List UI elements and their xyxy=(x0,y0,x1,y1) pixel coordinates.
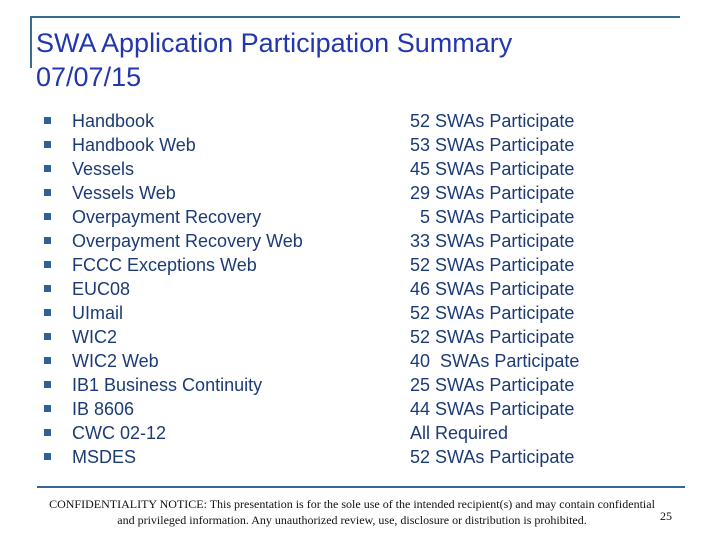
list-item xyxy=(0,277,720,301)
bullet-square-icon xyxy=(44,261,51,268)
participation-count: 44 SWAs Participate xyxy=(410,399,575,419)
footer-rule xyxy=(37,486,685,488)
bullet-square-icon xyxy=(44,357,51,364)
list-item xyxy=(0,109,720,133)
bullet-square-icon xyxy=(44,429,51,436)
list-item xyxy=(0,157,720,181)
list-item xyxy=(0,229,720,253)
bullet-square-icon xyxy=(44,117,51,124)
confidentiality-notice xyxy=(48,496,656,528)
list-item xyxy=(0,301,720,325)
application-name: IB 8606 xyxy=(72,399,135,419)
list-item xyxy=(0,181,720,205)
slide-title-line1: SWA Application Participation Summary xyxy=(36,28,513,58)
participation-count: 52 SWAs Participate xyxy=(410,303,575,323)
application-name: FCCC Exceptions Web xyxy=(72,255,257,275)
list-item xyxy=(0,421,720,445)
confidentiality-notice-line2: and privileged information. Any unauthorized review, use, disclosure or distribution is prohibited. xyxy=(117,513,587,527)
slide-title-line2: 07/07/15 xyxy=(36,62,142,92)
application-name: UImail xyxy=(72,303,124,323)
slide-title xyxy=(36,26,676,94)
bullet-square-icon xyxy=(44,309,51,316)
list-item xyxy=(0,253,720,277)
participation-count: 33 SWAs Participate xyxy=(410,231,575,251)
bullet-square-icon xyxy=(44,189,51,196)
list-item xyxy=(0,205,720,229)
participation-count: 40 SWAs Participate xyxy=(410,351,580,371)
bullet-square-icon xyxy=(44,381,51,388)
participation-count: 5 SWAs Participate xyxy=(410,207,575,227)
bullet-square-icon xyxy=(44,333,51,340)
list-item xyxy=(0,373,720,397)
participation-count: 45 SWAs Participate xyxy=(410,159,575,179)
participation-count: 52 SWAs Participate xyxy=(410,327,575,347)
bullet-square-icon xyxy=(44,453,51,460)
application-name: WIC2 Web xyxy=(72,351,159,371)
participation-count: 25 SWAs Participate xyxy=(410,375,575,395)
participation-count: 52 SWAs Participate xyxy=(410,111,575,131)
list-item xyxy=(0,349,720,373)
participation-count: All Required xyxy=(410,423,509,443)
header-left-tick xyxy=(30,16,32,68)
participation-count: 29 SWAs Participate xyxy=(410,183,575,203)
participation-count: 52 SWAs Participate xyxy=(410,447,575,467)
bullet-square-icon xyxy=(44,405,51,412)
list-item xyxy=(0,445,720,469)
application-name: EUC08 xyxy=(72,279,131,299)
application-name: CWC 02-12 xyxy=(72,423,167,443)
list-item xyxy=(0,325,720,349)
participation-count: 53 SWAs Participate xyxy=(410,135,575,155)
confidentiality-notice-line1: CONFIDENTIALITY NOTICE: This presentation is for the sole use of the intended recipient(s) and may contain confidential xyxy=(49,497,655,511)
application-list xyxy=(0,109,720,469)
application-name: Overpayment Recovery Web xyxy=(72,231,303,251)
bullet-square-icon xyxy=(44,285,51,292)
header-top-rule xyxy=(30,16,680,18)
bullet-square-icon xyxy=(44,237,51,244)
page-number: 25 xyxy=(660,509,672,523)
application-name: Vessels Web xyxy=(72,183,176,203)
application-name: Handbook xyxy=(72,111,155,131)
application-name: Overpayment Recovery xyxy=(72,207,262,227)
bullet-square-icon xyxy=(44,165,51,172)
application-name: IB1 Business Continuity xyxy=(72,375,263,395)
application-name: Handbook Web xyxy=(72,135,196,155)
participation-count: 52 SWAs Participate xyxy=(410,255,575,275)
application-name: MSDES xyxy=(72,447,137,467)
bullet-square-icon xyxy=(44,141,51,148)
application-name: WIC2 xyxy=(72,327,117,347)
bullet-square-icon xyxy=(44,213,51,220)
list-item xyxy=(0,133,720,157)
list-item xyxy=(0,397,720,421)
application-name: Vessels xyxy=(72,159,135,179)
participation-count: 46 SWAs Participate xyxy=(410,279,575,299)
